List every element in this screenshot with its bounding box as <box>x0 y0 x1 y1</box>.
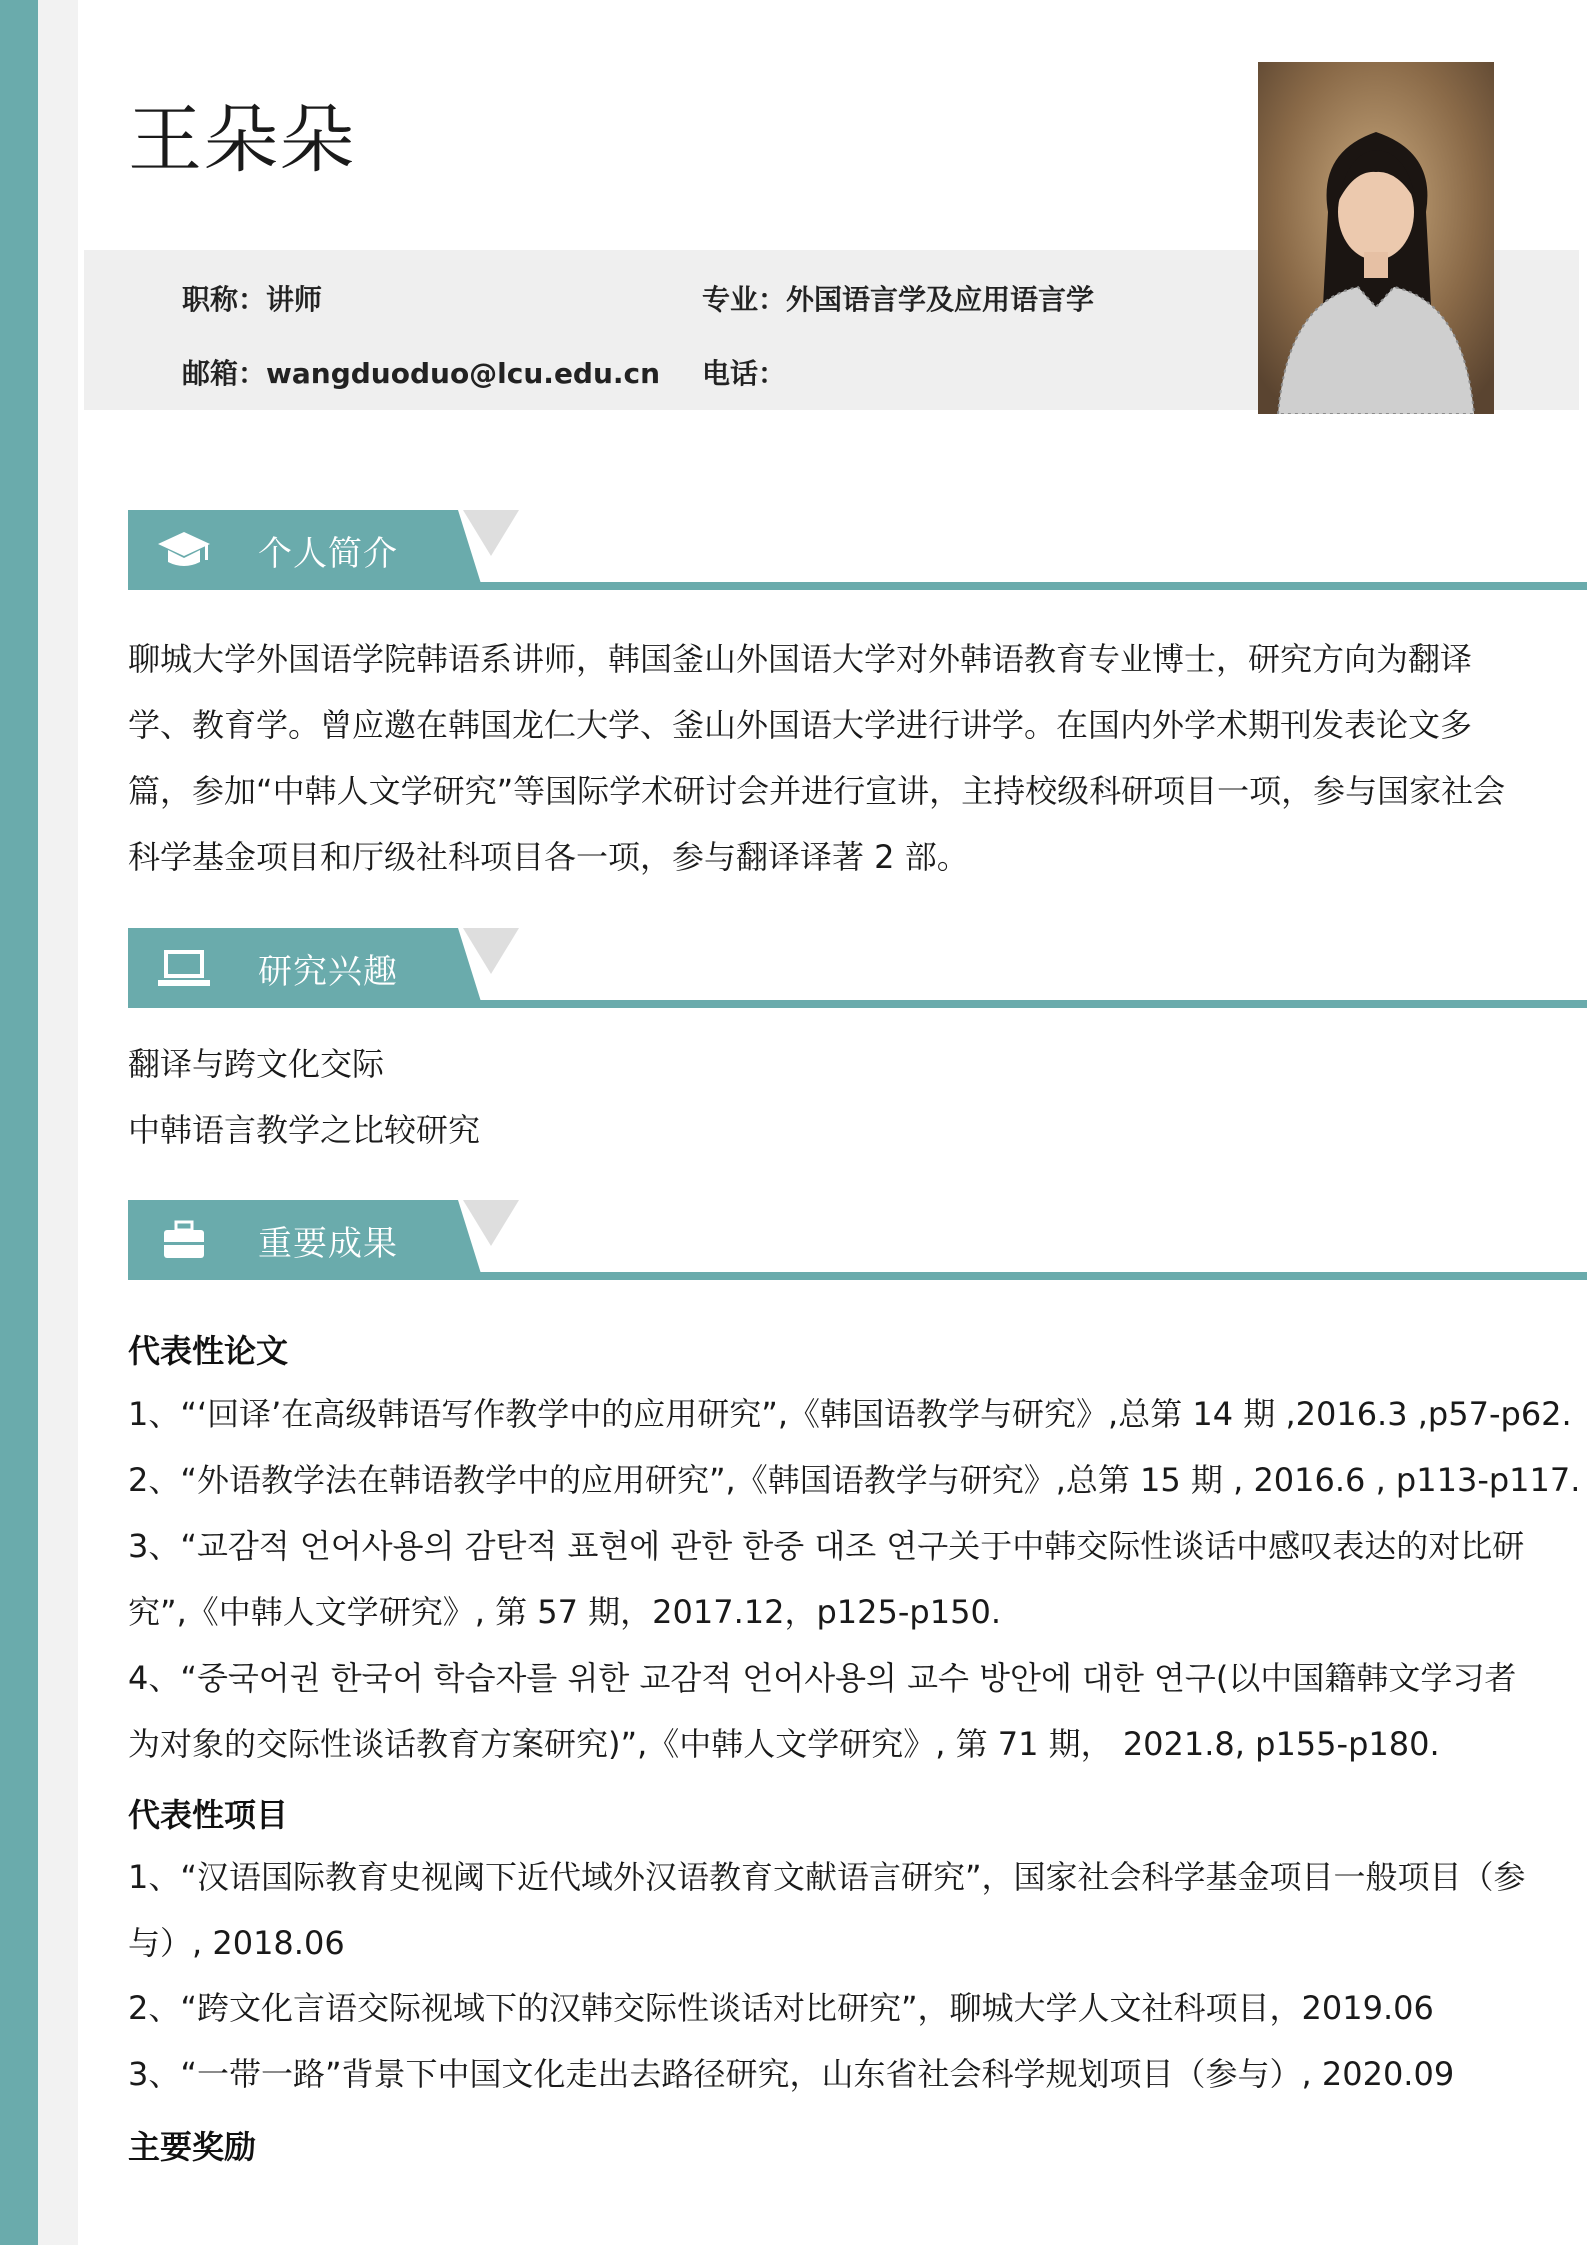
projects-heading: 代表性项目 <box>128 1796 289 1834</box>
paper-item: 4、“중국어권 한국어 학습자를 위한 교감적 언어사용의 교수 방안에 대한 연구(以中国籍韩文学习者为对象的交际性谈话教育方案研究)”,《中韩人文学研究》, 第 71 期， 2021.8, p155-p180. <box>128 1659 1517 1763</box>
email-field <box>182 352 660 392</box>
section-header-achievements <box>128 1200 1587 1280</box>
awards-heading: 主要奖励 <box>128 2128 257 2166</box>
left-accent-bar <box>0 0 38 2245</box>
papers-heading: 代表性论文 <box>128 1332 289 1370</box>
project-item: 3、“一带一路”背景下中国文化走出去路径研究，山东省社会科学规划项目（参与）, 2020.09 <box>128 2055 1455 2093</box>
title-label: 职称： <box>182 283 267 316</box>
phone-field <box>702 352 786 392</box>
project-item: 1、“汉语国际教育史视阈下近代域外汉语教育文献语言研究”，国家社会科学基金项目一般项目（参与）, 2018.06 <box>128 1858 1526 1962</box>
title-field <box>182 278 322 318</box>
paper-item: 3、“교감적 언어사용의 감탄적 표현에 관한 한중 대조 연구关于中韩交际性谈话中感叹表达的对比研究”,《中韩人文学研究》, 第 57 期，2017.12，p125-p150. <box>128 1527 1525 1631</box>
section-header-intro <box>128 510 1587 590</box>
major-value: 外国语言学及应用语言学 <box>786 283 1095 316</box>
major-field <box>702 278 1094 318</box>
phone-label: 电话： <box>702 357 787 390</box>
project-item: 2、“跨文化言语交际视域下的汉韩交际性谈话对比研究”，聊城大学人文社科项目，2019.06 <box>128 1989 1434 2027</box>
section-triangle <box>463 928 519 974</box>
major-label: 专业： <box>702 283 787 316</box>
profile-photo <box>1258 62 1494 414</box>
paper-item: 1、“‘回译’在高级韩语写作教学中的应用研究”,《韩国语教学与研究》,总第 14 期 ,2016.3 ,p57-p62. <box>128 1395 1572 1433</box>
intro-paragraph: 聊城大学外国语学院韩语系讲师，韩国釜山外国语大学对外韩语教育专业博士，研究方向为翻译学、教育学。曾应邀在韩国龙仁大学、釜山外国语大学进行讲学。在国内外学术期刊发表论文多篇，参加“中韩人文学研究”等国际学术研讨会并进行宣讲，主持校级科研项目一项，参与国家社会科学基金项目和厅级社科项目各一项，参与翻译译著 2 部。 <box>128 640 1506 876</box>
briefcase-icon <box>156 1218 212 1262</box>
interest-item: 翻译与跨文化交际 <box>128 1045 385 1083</box>
person-name: 王朵朵 <box>128 97 356 183</box>
section-underline <box>458 582 1587 590</box>
laptop-icon <box>156 946 212 990</box>
paper-item: 2、“外语教学法在韩语教学中的应用研究”,《韩国语教学与研究》,总第 15 期 , 2016.6 , p113-p117. <box>128 1461 1581 1499</box>
email-value: wangduoduo@lcu.edu.cn <box>266 357 661 390</box>
section-title-achievements: 重要成果 <box>258 1224 398 1264</box>
interest-item: 中韩语言教学之比较研究 <box>128 1111 481 1149</box>
title-value: 讲师 <box>266 283 323 316</box>
section-triangle <box>463 510 519 556</box>
graduation-cap-icon <box>156 528 212 572</box>
section-underline <box>458 1000 1587 1008</box>
left-gray-strip <box>38 0 78 2245</box>
section-triangle <box>463 1200 519 1246</box>
email-label: 邮箱： <box>182 357 267 390</box>
section-title-interests: 研究兴趣 <box>258 952 398 992</box>
section-underline <box>458 1272 1587 1280</box>
section-header-interests <box>128 928 1587 1008</box>
section-title-intro: 个人简介 <box>258 534 398 574</box>
